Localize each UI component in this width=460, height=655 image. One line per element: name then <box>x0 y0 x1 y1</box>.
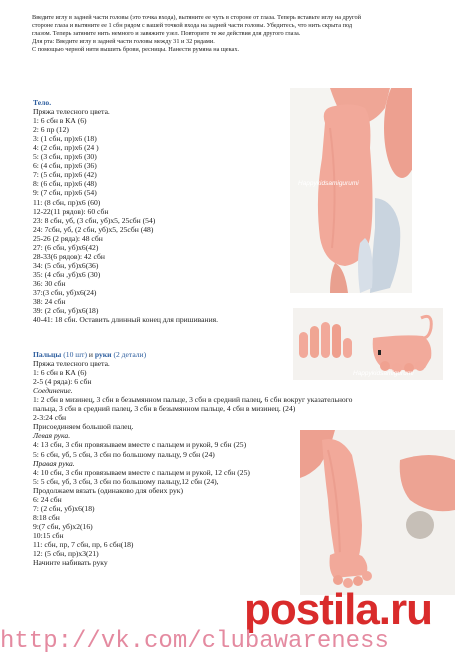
right-hand-row: 5: 5 сбн, уб, 3 сбн, 3 сбн по большому пальцу,12 сбн (24), <box>33 476 219 486</box>
intro-line: глазом. Теперь затяните нить немного и завяжите узел. Повторите те же действия для другого глаза. <box>32 30 301 37</box>
hand-row: 9:(7 сбн, уб)х2(16) <box>33 521 93 531</box>
fingers-row: 2-5 (4 ряда): 6 сбн <box>33 377 92 387</box>
joining-label: Соединение. <box>33 386 73 396</box>
intro-paragraph <box>32 14 442 54</box>
body-row: 34: (5 сбн, уб)х6(36) <box>33 260 99 270</box>
arm-photo <box>300 430 455 595</box>
body-row: 8: (6 сбн, пр)х6 (48) <box>33 179 97 189</box>
fingers-heading-title: Пальцы <box>33 350 62 359</box>
fingers-row: 2-3:24 сбн <box>33 413 67 423</box>
amigurumi-body-image <box>290 88 412 293</box>
body-row: 37:(3 сбн, уб)х6(24) <box>33 287 97 297</box>
hand-row: 12: (5 сбн, пр)х3(21) <box>33 549 99 559</box>
right-hand-label: Правая рука. <box>33 458 75 468</box>
left-hand-row: 5: 6 сбн, уб, 5 сбн, 3 сбн по большому пальцу, 9 сбн (24) <box>33 449 215 459</box>
watermark: Happykidsamigurumi <box>353 370 414 377</box>
fingers-row: Присоединяем большой палец. <box>33 422 134 432</box>
hand-row: Продолжаем вязать (одинаково для обеих рук) <box>33 485 183 495</box>
body-row: 6: (4 сбн, пр)х6 (36) <box>33 161 97 171</box>
intro-line: С помощью черной нити вышить брови, ресницы. Нанести румяна на щеках. <box>32 46 240 53</box>
body-row: 24: 7сбн, уб, (2 сбн, уб)х5, 25сбн (48) <box>33 224 154 234</box>
body-photo <box>290 88 412 293</box>
body-row: 39: (2 сбн, уб)х6(18) <box>33 306 99 316</box>
watermark: Happykidsamigurumi <box>298 180 359 187</box>
right-hand-row: 4: 10 сбн, 3 сбн провязываем вместе с пальцем и рукой, 12 сбн (25) <box>33 467 250 477</box>
fingers-heading-count: (10 шт) <box>63 350 87 359</box>
body-row: 9: (7 сбн, пр)х6 (54) <box>33 188 97 198</box>
fingers-heading-and: и <box>88 350 93 359</box>
hand-row: 8:18 сбн <box>33 512 60 522</box>
fingers-yarn-color: Пряжа телесного цвета. <box>33 359 110 369</box>
hand-row: 7: (2 сбн, уб)х6(18) <box>33 503 95 513</box>
body-row: 5: (3 сбн, пр)х6 (30) <box>33 152 97 162</box>
body-row: 2: 6 пр (12) <box>33 125 69 135</box>
hand-row: 10:15 сбн <box>33 530 64 540</box>
hand-row: 11: сбн, пр, 7 сбн, пр, 6 сбн(18) <box>33 539 134 549</box>
intro-line: Введите иглу в задней части головы (это точка входа), вытяните ее чуть в стороне от глаза. Теперь вставьте иглу на другой <box>32 14 361 21</box>
body-row: 28-33(6 рядов): 42 сбн <box>33 251 105 261</box>
footer-site-logo: postila.ru <box>244 585 433 634</box>
body-row: 1: 6 сбн в КА (6) <box>33 116 87 126</box>
body-row: 38: 24 сбн <box>33 297 66 307</box>
body-row: 11: (8 сбн, пр)х6 (60) <box>33 197 101 207</box>
body-row: 3: (1 сбн, пр)х6 (18) <box>33 134 97 144</box>
amigurumi-arm-image <box>300 430 455 595</box>
left-hand-row: 4: 13 сбн, 3 сбн провязываем вместе с пальцем и рукой, 9 сбн (25) <box>33 440 247 450</box>
hand-row: Начинте набивать руку <box>33 558 108 568</box>
body-row: 36: 30 сбн <box>33 278 66 288</box>
joining-text: 1: 2 сбн в мизинец, 3 сбн в безымянном пальце, 3 сбн в средний палец, 6 сбн вокруг указательного <box>33 395 353 405</box>
body-row: 4: (2 сбн, пр)х6 (24 ) <box>33 143 99 153</box>
hands-heading-title: руки <box>94 350 112 359</box>
left-hand-label: Левая рука. <box>33 431 71 441</box>
body-row: 35: (4 сбн ,уб)х6 (30) <box>33 269 101 279</box>
footer-url[interactable]: http://vk.com/clubawareness <box>0 628 389 655</box>
joining-text: пальца, 3 сбн в средний палец, 3 сбн в безымянном пальце, 4 сбн в мизинец. (24) <box>33 404 296 414</box>
hands-heading-count: (2 детали) <box>113 350 147 359</box>
intro-line: Для рта: Введите иглу в задней части головы между 31 и 32 рядами. <box>32 38 215 45</box>
body-row: 27: (6 сбн, уб)х6(42) <box>33 242 99 252</box>
body-row: 25-26 (2 ряда): 48 сбн <box>33 233 103 243</box>
body-row: 12-22(11 рядов): 60 сбн <box>33 206 109 216</box>
body-row: 23: 8 сбн, уб, (3 сбн, уб)х5, 25сбн (54) <box>33 215 156 225</box>
body-row: 7: (5 сбн, пр)х6 (42) <box>33 170 97 180</box>
intro-line: стороне глаза и вытяните ее 1 сбн рядом с вашей точкой входа на задней части головы. Убедитесь, что нить скрыта под <box>32 22 353 29</box>
body-yarn-color: Пряжа телесного цвета. <box>33 107 110 117</box>
hand-row: 6: 24 сбн <box>33 494 62 504</box>
body-section <box>33 98 218 324</box>
fingers-heading <box>33 350 352 359</box>
fingers-row: 1: 6 сбн в КА (6) <box>33 368 87 378</box>
body-row: 40-41: 18 сбн. Оставить длинный конец для пришивания. <box>33 315 219 325</box>
body-heading: Тело. <box>33 98 52 107</box>
